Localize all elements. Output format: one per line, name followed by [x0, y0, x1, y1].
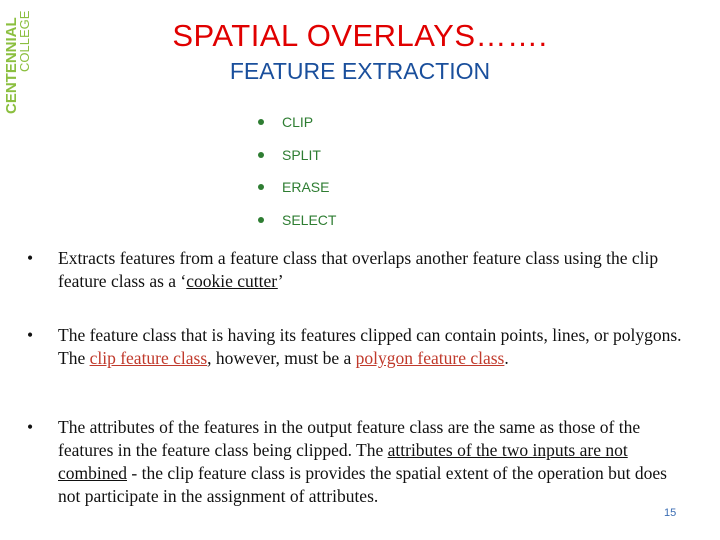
text-run: Extracts features from a feature class that overlaps another feature class using the clip feature class as a ‘: [58, 248, 659, 291]
keyword-item: [258, 106, 336, 139]
svg-text:CENTENNIAL: CENTENNIAL: [3, 17, 20, 114]
bullet-icon: •: [27, 248, 34, 268]
slide-title: SPATIAL OVERLAYS…….: [172, 18, 548, 53]
bullet-dot-icon: [258, 152, 264, 158]
bullet-paragraph-2: [27, 324, 692, 370]
keyword-item: [258, 139, 336, 172]
text-run: ’: [277, 271, 284, 291]
keyword-item: [258, 171, 336, 204]
bullet-icon: •: [27, 417, 34, 437]
bullet-text: [58, 324, 692, 370]
bullet-paragraph-1: [27, 247, 692, 293]
keyword-label: SELECT: [282, 211, 337, 228]
text-run: - the clip feature class is provides the spatial extent of the operation but does not participate in the assignment of attributes.: [58, 463, 667, 506]
keyword-label: CLIP: [282, 114, 314, 131]
bullet-icon: •: [27, 325, 34, 345]
bullet-dot-icon: [258, 184, 264, 190]
underlined-term: attributes of the two inputs are not combined: [58, 440, 628, 483]
page-number: 15: [664, 507, 677, 519]
svg-text:COLLEGE: COLLEGE: [17, 10, 32, 72]
highlighted-term: polygon feature class: [355, 348, 505, 368]
underlined-term: cookie cutter: [186, 271, 278, 291]
text-run: , however, must be a: [207, 348, 356, 368]
bullet-paragraph-3: [27, 416, 692, 508]
keyword-item: [258, 204, 336, 237]
keyword-label: ERASE: [282, 179, 330, 196]
bullet-text: [58, 247, 692, 293]
highlighted-term: clip feature class: [89, 348, 208, 368]
bullet-dot-icon: [258, 119, 264, 125]
bullet-text: [58, 416, 692, 508]
keyword-list: [258, 106, 336, 236]
slide-subtitle: FEATURE EXTRACTION: [229, 58, 491, 84]
keyword-label: SPLIT: [282, 146, 321, 163]
text-run: .: [504, 348, 509, 368]
bullet-dot-icon: [258, 217, 264, 223]
text-run: The attributes of the features in the output feature class are the same as those of the features in the feature class being clipped. The: [58, 417, 641, 460]
text-run: The feature class that is having its features clipped can contain points, lines, or polygons. The: [58, 325, 682, 368]
